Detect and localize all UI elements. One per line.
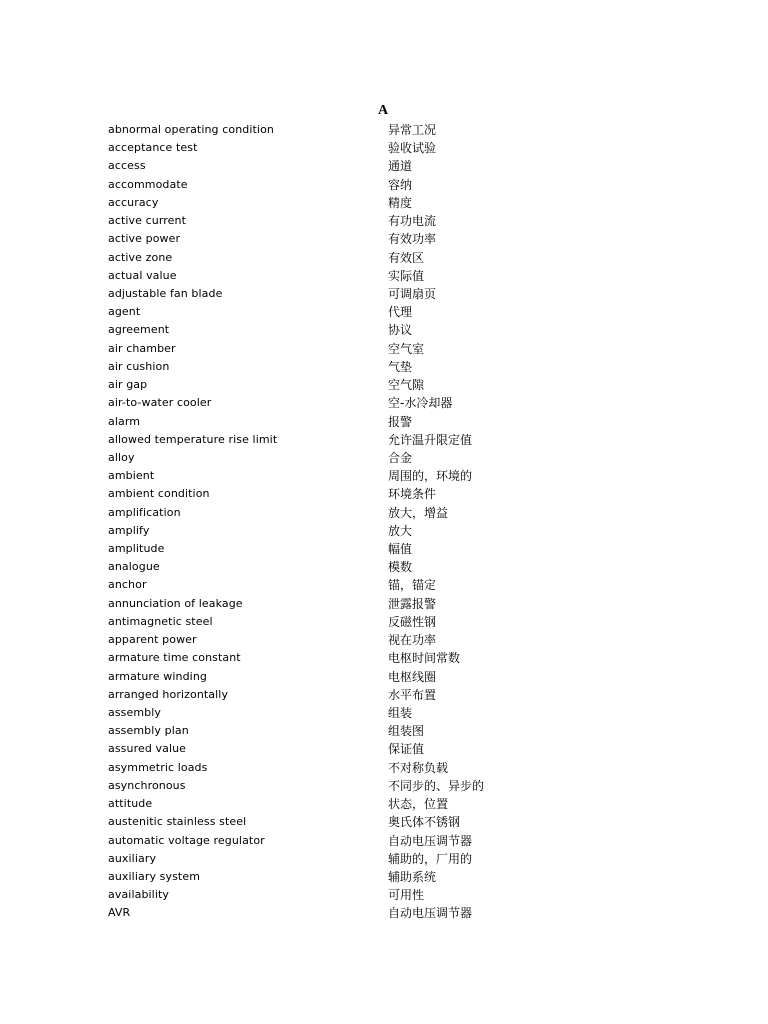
entry-translation: 可调扇页 [388, 286, 437, 301]
entry-translation: 模数 [388, 560, 413, 575]
entry-term: assembly [108, 706, 162, 719]
entry-translation: 有功电流 [388, 214, 437, 229]
glossary-entry [0, 631, 768, 649]
entry-translation: 组装 [388, 706, 413, 720]
entry-translation: 视在功率 [388, 633, 437, 648]
glossary-entry [0, 303, 768, 321]
entry-translation: 电枢时间常数 [388, 651, 461, 666]
glossary-entry [0, 686, 768, 704]
entry-term: armature time constant [108, 651, 241, 665]
entry-translation: 代理 [388, 305, 413, 320]
entry-term: attitude [108, 797, 153, 811]
glossary-entry [0, 467, 768, 485]
entry-term: apparent power [108, 633, 197, 647]
entry-term: automatic voltage regulator [108, 833, 265, 847]
entry-translation: 空气隙 [388, 378, 425, 393]
entry-translation: 允许温升限定值 [388, 432, 473, 447]
entry-term: agent [108, 305, 141, 319]
glossary-list [0, 121, 768, 923]
entry-translation: 空-水冷却器 [388, 396, 453, 411]
glossary-entry [0, 558, 768, 576]
entry-translation: 水平布置 [388, 687, 437, 702]
glossary-entry [0, 485, 768, 503]
glossary-entry [0, 777, 768, 795]
glossary-entry [0, 358, 768, 376]
glossary-entry [0, 267, 768, 285]
entry-term: abnormal operating condition [108, 123, 274, 136]
entry-translation: 通道 [388, 159, 413, 174]
entry-translation: 辅助系统 [388, 869, 437, 884]
entry-term: amplitude [108, 542, 165, 556]
entry-term: accommodate [108, 177, 188, 191]
glossary-entry [0, 522, 768, 540]
entry-term: ambient [108, 469, 155, 483]
entry-translation: 放大，增益 [388, 505, 449, 520]
entry-translation: 不同步的、异步的 [388, 778, 485, 793]
entry-term: auxiliary [108, 851, 157, 865]
glossary-entry [0, 886, 768, 904]
glossary-entry [0, 121, 768, 139]
glossary-entry [0, 595, 768, 613]
entry-term: auxiliary system [108, 869, 201, 883]
glossary-entry [0, 321, 768, 339]
glossary-entry [0, 832, 768, 850]
entry-term: arranged horizontally [108, 687, 229, 701]
entry-term: acceptance test [108, 141, 198, 155]
entry-term: adjustable fan blade [108, 286, 223, 300]
glossary-entry [0, 850, 768, 868]
glossary-entry [0, 376, 768, 394]
entry-translation: 环境条件 [388, 487, 437, 502]
entry-term: air cushion [108, 359, 170, 373]
glossary-entry [0, 759, 768, 777]
glossary-entry [0, 394, 768, 412]
entry-term: alloy [108, 450, 135, 464]
entry-term: actual value [108, 268, 177, 282]
entry-translation: 协议 [388, 323, 413, 338]
glossary-entry [0, 576, 768, 594]
entry-term: assured value [108, 742, 187, 756]
entry-translation: 反磁性钢 [388, 614, 437, 629]
entry-term: active zone [108, 250, 173, 264]
glossary-entry [0, 449, 768, 467]
entry-translation: 电枢线圈 [388, 669, 437, 684]
entry-translation: 奥氏体不锈钢 [388, 815, 461, 830]
entry-term: anchor [108, 578, 147, 592]
entry-term: air-to-water cooler [108, 396, 212, 410]
glossary-entry [0, 194, 768, 212]
entry-translation: 自动电压调节器 [388, 906, 473, 921]
glossary-entry [0, 285, 768, 303]
glossary-entry [0, 868, 768, 886]
entry-translation: 气垫 [388, 359, 413, 374]
entry-term: asynchronous [108, 778, 186, 792]
glossary-entry [0, 740, 768, 758]
entry-translation: 泄露报警 [388, 596, 437, 611]
entry-translation: 实际值 [388, 268, 425, 283]
entry-term: air gap [108, 378, 148, 392]
entry-translation: 验收试验 [388, 141, 437, 156]
glossary-entry [0, 431, 768, 449]
glossary-entry [0, 704, 768, 722]
entry-translation: 幅值 [388, 542, 413, 557]
glossary-entry [0, 157, 768, 175]
entry-translation: 容纳 [388, 177, 413, 192]
entry-translation: 自动电压调节器 [388, 833, 473, 848]
entry-term: antimagnetic steel [108, 614, 213, 628]
entry-translation: 放大 [388, 523, 413, 538]
entry-translation: 空气室 [388, 341, 425, 356]
glossary-entry [0, 230, 768, 248]
entry-term: access [108, 159, 146, 173]
glossary-entry [0, 904, 768, 922]
entry-term: ambient condition [108, 487, 210, 501]
entry-translation: 合金 [388, 450, 413, 465]
entry-term: annunciation of leakage [108, 596, 243, 610]
entry-translation: 组装图 [388, 724, 425, 739]
entry-term: amplification [108, 505, 181, 519]
entry-translation: 辅助的，厂用的 [388, 851, 473, 866]
entry-term: availability [108, 888, 170, 902]
entry-translation: 报警 [388, 414, 413, 429]
entry-translation: 有效功率 [388, 232, 437, 247]
glossary-entry [0, 413, 768, 431]
glossary-entry [0, 212, 768, 230]
glossary-entry [0, 504, 768, 522]
entry-translation: 异常工况 [388, 123, 437, 137]
entry-term: asymmetric loads [108, 760, 208, 774]
glossary-entry [0, 649, 768, 667]
entry-translation: 不对称负载 [388, 760, 449, 775]
entry-term: accuracy [108, 195, 159, 209]
entry-translation: 有效区 [388, 250, 425, 265]
section-heading-letter: A [378, 103, 389, 118]
entry-translation: 锚，锚定 [388, 578, 437, 593]
entry-term: air chamber [108, 341, 176, 355]
glossary-entry [0, 249, 768, 267]
glossary-entry [0, 139, 768, 157]
glossary-entry [0, 613, 768, 631]
entry-term: analogue [108, 560, 160, 574]
entry-term: active current [108, 214, 187, 228]
entry-term: amplify [108, 523, 150, 537]
entry-term: armature winding [108, 669, 207, 683]
entry-term: alarm [108, 414, 141, 428]
glossary-entry [0, 668, 768, 686]
glossary-entry [0, 340, 768, 358]
entry-term: assembly plan [108, 724, 189, 738]
glossary-entry [0, 795, 768, 813]
entry-term: austenitic stainless steel [108, 815, 247, 829]
entry-translation: 精度 [388, 195, 413, 210]
entry-term: agreement [108, 323, 170, 337]
glossary-entry [0, 176, 768, 194]
entry-term: allowed temperature rise limit [108, 432, 278, 446]
entry-translation: 可用性 [388, 888, 425, 903]
glossary-entry [0, 540, 768, 558]
entry-translation: 周围的，环境的 [388, 469, 473, 484]
entry-term: active power [108, 232, 181, 246]
entry-term: AVR [108, 906, 131, 920]
entry-translation: 状态，位置 [388, 797, 449, 812]
glossary-entry [0, 813, 768, 831]
entry-translation: 保证值 [388, 742, 425, 757]
glossary-entry [0, 722, 768, 740]
